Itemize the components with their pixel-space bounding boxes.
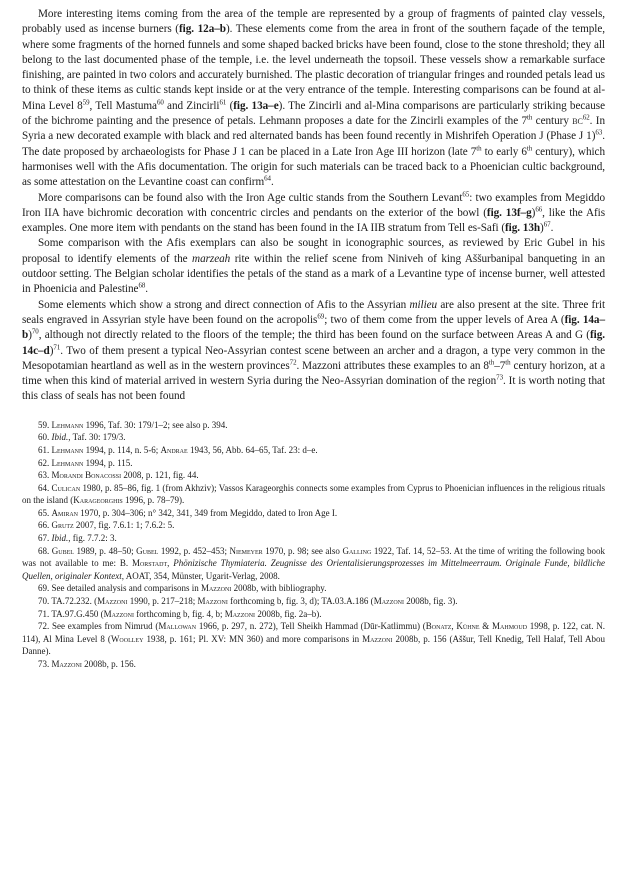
footnote-72: 72. See examples from Nimrud (Mallowan 1966, p. 297, n. 272), Tell Sheikh Hammad (Dūr-Katlimmu) (Bonatz, Kühne & Mahmoud 1998, p. 122, cat. N. 114), Al Mina Level 8 (Woolley 1938, p. 161; Pl. XV: MN 360) and more comparisons in Mazzoni 2008b, p. 156 (Aššur, Tell Knedig, Tell Halaf, Tell Abou Danne). [22, 621, 605, 657]
body-paragraph-2: More comparisons can be found also with the Iron Age cultic stands from the Southern Levant$^{65}$: two examples from Megiddo Iron IIA have bichromic decoration with concentric circles and pendants on the exterior of the bowl (fig. 13f–g)$^{66}$, like the Afis examples. One more item with pendants on the stand has been found in the IA IIB stratum from Tell es-Safi (fig. 13h)$^{67}$. [22, 189, 606, 235]
footnote-71: 71. TA.97.G.450 (Mazzoni forthcoming b, fig. 4, b; Mazzoni 2008b, fig. 2a–b). [38, 608, 322, 619]
body-paragraph-3: Some comparison with the Afis exemplars can also be sought in iconographic sources, as reviewed by Eric Gubel in his proposal to identify elements of the marzeah rite within the relief scene from Niniveh of king Aššurbanipal banqueting in an outdoor setting. The Belgian scholar identifies the petals of the stand as a mark of a Levantine type of incense burner, well attested in Phoenicia and Palestine$^{68}$. [22, 237, 605, 296]
footnote-69: 69. See detailed analysis and comparisons in Mazzoni 2008b, with bibliography. [38, 583, 327, 594]
footnote-65: 65. Amiran 1970, p. 304–306; n° 342, 341, 349 from Megiddo, dated to Iron Age I. [38, 507, 338, 518]
footnote-64: 64. Culican 1980, p. 85–86, fig. 1 (from Akhziv); Vassos Karageorghis connects some examples from Cyprus to Phoenician influences in the religious rituals on the island (Karageorghis 1996, p. 78–79). [22, 482, 606, 506]
body-text [22, 7, 605, 405]
body-paragraph-4: Some elements which show a strong and direct connection of Afis to the Assyrian milieu are also present at the site. Three frit seals engraved in Assyrian style have been found on the acropolis$^{69}$; two of them come from the upper levels of Area A (fig. 14a–b)$^{70}$, although not directly related to the floors of the temple; the third has been found on the surface between Areas A and G (fig. 14c–d)$^{71}$. Two of them present a typical Neo-Assyrian contest scene between an archer and a dragon, a type very common in the Mesopotamian heartland as well as in the western provinces$^{72}$. Mazzoni attributes these examples to an 8th–7th century horizon, at a time when this kind of material arrived in western Syria during the Neo-Assyrian domination of the region$^{73}$. It is worth noting that this class of seals has not been found [22, 298, 606, 403]
footnote-67: 67. Ibid., fig. 7.7.2: 3. [38, 533, 117, 544]
footnote-60: 60. Ibid., Taf. 30: 179/3. [38, 432, 126, 443]
footnote-73: 73. Mazzoni 2008b, p. 156. [38, 659, 136, 669]
footnote-70: 70. TA.72.232. (Mazzoni 1990, p. 217–218; Mazzoni forthcoming b, fig. 3, d); TA.03.A.186 (Mazzoni 2008b, fig. 3). [38, 596, 458, 607]
footnote-66: 66. Grutz 2007, fig. 7.6.1: 1; 7.6.2: 5. [38, 520, 175, 531]
footnote-62: 62. Lehmann 1994, p. 115. [38, 457, 133, 468]
footnotes [22, 419, 605, 671]
footnote-63: 63. Morandi Bonacossi 2008, p. 121, fig. 44. [38, 470, 199, 481]
footnote-68: 68. Gubel 1989, p. 48–50; Gubel 1992, p. 452–453; Niemeyer 1970, p. 98; see also Galling 1922, Taf. 14, 52–53. At the time of writing the following book was not available to me: B. Morstadt, Phönizische Thymiateria. Zeugnisse des Orientalisierungsprozesses im Mittelmeerraum. Originale Funde, bildliche Quellen, originaler Kontext, AOAT, 354, Münster, Ugarit-Verlag, 2008. [22, 545, 605, 581]
footnote-59: 59. Lehmann 1996, Taf. 30: 179/1–2; see also p. 394. [38, 419, 228, 430]
footnote-61: 61. Lehmann 1994, p. 114, n. 5-6; Andrae 1943, 56, Abb. 64–65, Taf. 23: d–e. [38, 444, 318, 455]
body-paragraph-1: More interesting items coming from the area of the temple are represented by a group of fragments of painted clay vessels, probably used as incense burners (fig. 12a–b). These elements come from the area in front of the southern façade of the temple, where some fragments of the horned funnels and some shaped backed bricks have been found, close to the stone threshold; they all belong to the last documented phase of the temple, i.e. the level underneath the topsoil. These vessels show a remarkable surface finishing, are painted in two colors and accurately burnished. The plastic decoration of triangular fringes and rounded petals lead us to think of these items as cultic stands kept inside or at the very entrance of the temple. Interesting comparisons can be found at al-Mina Level $8^{59}$, Tell Mastuma$^{60}$ and Zincirli$^{61}$ (fig. 13a–e). The Zincirli and al-Mina comparisons are particularly striking because of the bichrome painting and the presence of petals. Lehmann proposes a date for the Zincirli examples of the 7th century $bc^{62}$. In Syria a new decorated example with black and red alternated bands has been found recently in Mishrifeh Operation J (Phase J 1)$^{63}$. The date proposed by archaeologists for Phase J 1 can be placed in a Late Iron Age III horizon (late 7th to early 6th century), which harmonises well with the Afis documentation. The origin for such materials can be traced back to a Phoenician cultic background, as some attestation on the Levantine coast can confirm$^{64}$. [22, 8, 606, 189]
